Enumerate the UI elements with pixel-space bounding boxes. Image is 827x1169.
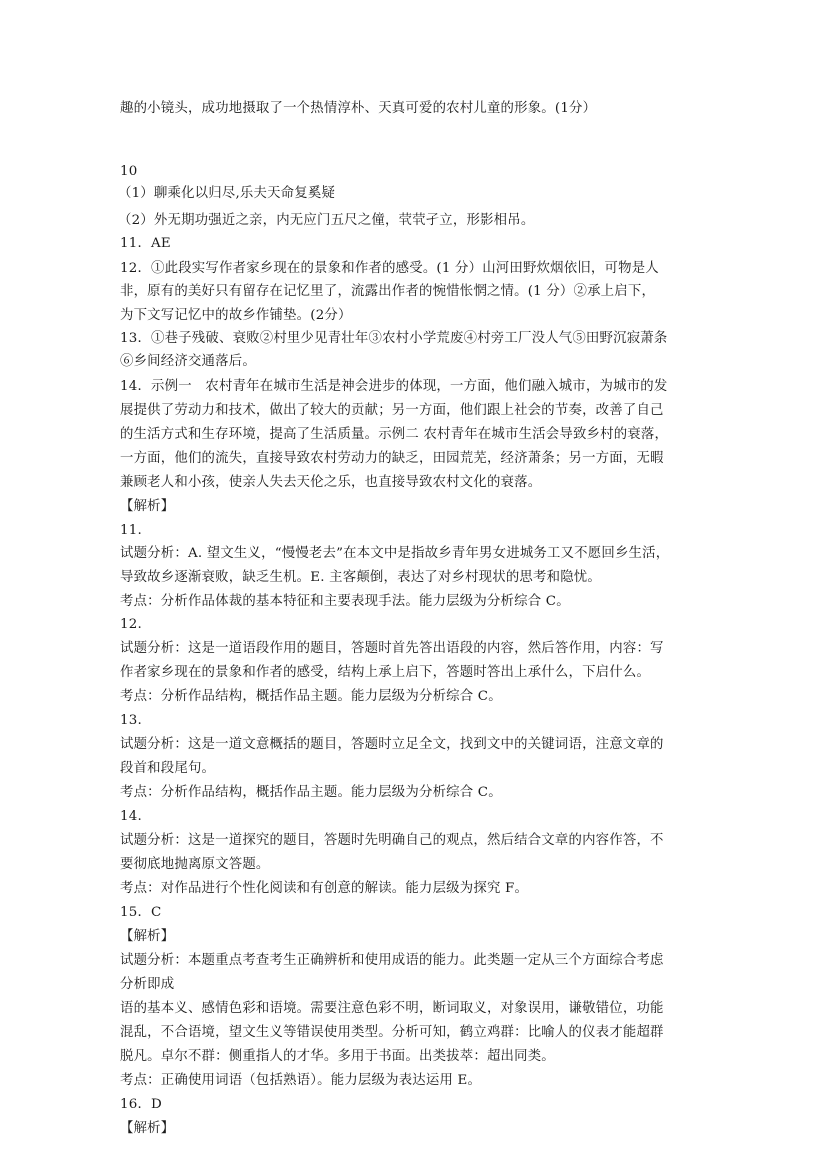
answer-15: 15．C bbox=[120, 905, 162, 920]
analysis-12-line-2: 作者家乡现在的景象和作者的感受，结构上承上启下，答题时答出上承什么，下启什么。 bbox=[120, 665, 651, 680]
analysis-15-heading: 【解析】 bbox=[120, 929, 175, 944]
analysis-14-line-2: 要彻底地抛离原文答题。 bbox=[120, 857, 270, 872]
answer-14-line-2: 展提供了劳动力和技术，做出了较大的贡献；另一方面，他们跟上社会的节奏，改善了自己 bbox=[120, 403, 664, 418]
analysis-15-line-2: 分析即成 bbox=[120, 977, 175, 992]
answer-12-line-2: 非，原有的美好只有留存在记忆里了，流露出作者的惋惜怅惘之情。(1 分）②承上启下， bbox=[120, 284, 656, 299]
analysis-15-point: 考点：正确使用词语（包括熟语）。能力层级为表达运用 E。 bbox=[120, 1073, 482, 1088]
analysis-heading: 【解析】 bbox=[120, 499, 175, 514]
analysis-13-number: 13. bbox=[120, 713, 142, 728]
analysis-15-line-5: 脱凡。卓尔不群：侧重指人的才华。多用于书面。出类拔萃：超出同类。 bbox=[120, 1049, 555, 1064]
answer-12-line-3: 为下文写记忆中的故乡作铺垫。(2分） bbox=[120, 308, 352, 323]
analysis-15-line-4: 混乱，不合语境，望文生义等错误使用类型。分析可知，鹤立鸡群：比喻人的仪表才能超群 bbox=[120, 1025, 664, 1040]
analysis-14-number: 14. bbox=[120, 809, 142, 824]
analysis-15-line-1: 试题分析：本题重点考查考生正确辨析和使用成语的能力。此类题一定从三个方面综合考虑 bbox=[120, 953, 664, 968]
analysis-11-line-1: 试题分析：A. 望文生义，“慢慢老去”在本文中是指故乡青年男女进城务工又不愿回乡生活， bbox=[120, 546, 670, 561]
answer-10-part-1: （1）聊乘化以归尽,乐夫天命复奚疑 bbox=[118, 186, 336, 201]
answer-14-line-4: 一方面，他们的流失，直接导致农村劳动力的缺乏，田园荒芜，经济萧条；另一方面，无暇 bbox=[120, 451, 664, 466]
analysis-12-line-1: 试题分析：这是一道语段作用的题目，答题时首先答出语段的内容，然后答作用，内容：写 bbox=[120, 641, 664, 656]
question-10-number: 10 bbox=[120, 164, 138, 179]
analysis-13-point: 考点：分析作品结构，概括作品主题。能力层级为分析综合 C。 bbox=[120, 785, 502, 800]
answer-14-line-1: 14．示例一 农村青年在城市生活是神会进步的体现，一方面，他们融入城市，为城市的发 bbox=[120, 379, 668, 394]
answer-11: 11．AE bbox=[120, 236, 171, 251]
analysis-12-point: 考点：分析作品结构，概括作品主题。能力层级为分析综合 C。 bbox=[120, 689, 502, 704]
analysis-15-line-3: 语的基本义、感情色彩和语境。需要注意色彩不明，断词取义，对象误用，谦敬错位，功能 bbox=[120, 1001, 664, 1016]
analysis-12-number: 12. bbox=[120, 617, 142, 632]
analysis-14-line-1: 试题分析：这是一道探究的题目，答题时先明确自己的观点，然后结合文章的内容作答，不 bbox=[120, 833, 664, 848]
analysis-16-heading: 【解析】 bbox=[120, 1121, 175, 1136]
answer-14-line-5: 兼顾老人和小孩，使亲人失去天伦之乐，也直接导致农村文化的衰落。 bbox=[120, 475, 542, 490]
answer-12-line-1: 12．①此段实写作者家乡现在的景象和作者的感受。(1 分）山河田野炊烟依旧，可物是人 bbox=[120, 261, 659, 276]
analysis-11-line-2: 导致故乡逐渐衰败，缺乏生机。E. 主客颠倒，表达了对乡村现状的思考和隐忧。 bbox=[120, 570, 601, 585]
answer-13-line-1: 13．①巷子残破、衰败②村里少见青壮年③农村小学荒废④村旁工厂没人气⑤田野沉寂萧条 bbox=[120, 331, 668, 346]
answer-14-line-3: 的生活方式和生存环境，提高了生活质量。示例二 农村青年在城市生活会导致乡村的衰落， bbox=[120, 427, 669, 442]
answer-10-part-2: （2）外无期功强近之亲，内无应门五尺之僮，茕茕孑立，形影相吊。 bbox=[118, 213, 535, 228]
answer-16: 16．D bbox=[120, 1097, 162, 1112]
answer-9-continuation: 趣的小镜头，成功地摄取了一个热情淳朴、天真可爱的农村儿童的形象。(1分） bbox=[120, 101, 597, 116]
answer-13-line-2: ⑥乡间经济交通落后。 bbox=[120, 354, 256, 369]
analysis-11-point: 考点：分析作品体裁的基本特征和主要表现手法。能力层级为分析综合 C。 bbox=[120, 594, 570, 609]
analysis-14-point: 考点：对作品进行个性化阅读和有创意的解读。能力层级为探究 F。 bbox=[120, 881, 529, 896]
analysis-11-number: 11. bbox=[120, 523, 142, 538]
analysis-13-line-1: 试题分析：这是一道文意概括的题目，答题时立足全文，找到文中的关键词语，注意文章的 bbox=[120, 737, 664, 752]
analysis-13-line-2: 段首和段尾句。 bbox=[120, 761, 216, 776]
